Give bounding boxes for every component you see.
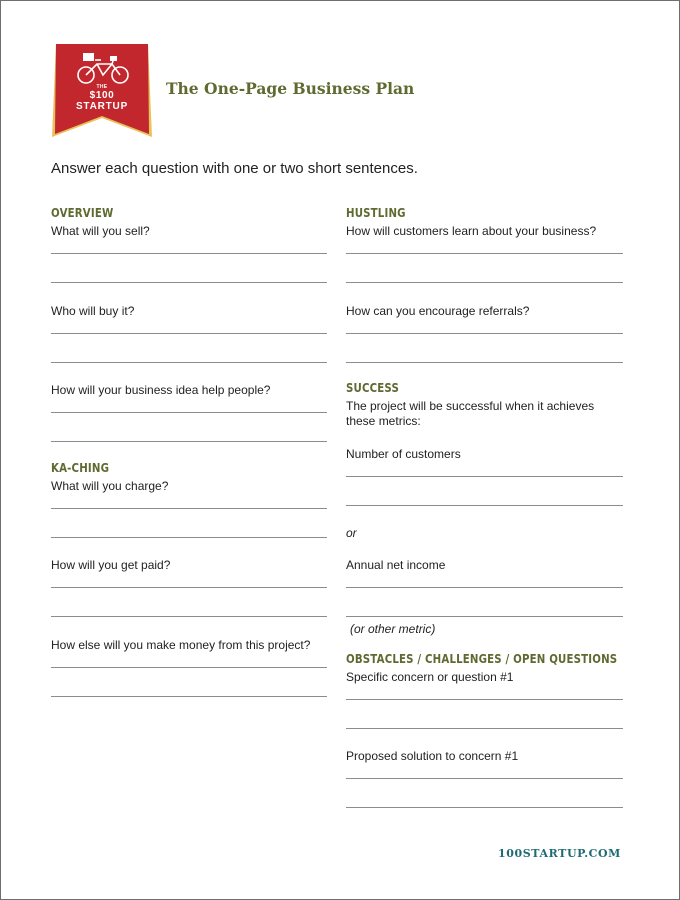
answer-line[interactable] bbox=[51, 441, 327, 442]
answer-line[interactable] bbox=[346, 778, 623, 779]
document-title: The One-Page Business Plan bbox=[166, 79, 415, 98]
question-concern-1: Specific concern or question #1 bbox=[346, 670, 514, 684]
answer-line[interactable] bbox=[51, 253, 327, 254]
question-solution-1: Proposed solution to concern #1 bbox=[346, 749, 519, 763]
obstacles-heading: OBSTACLES / CHALLENGES / OPEN QUESTIONS bbox=[346, 652, 618, 666]
startup-logo bbox=[52, 44, 152, 137]
ka-ching-heading: KA-CHING bbox=[51, 461, 110, 475]
question-customers-learn: How will customers learn about your business? bbox=[346, 224, 597, 238]
answer-line[interactable] bbox=[51, 616, 327, 617]
answer-line[interactable] bbox=[51, 362, 327, 363]
logo-text-startup: STARTUP bbox=[75, 101, 129, 112]
answer-line[interactable] bbox=[51, 696, 327, 697]
overview-heading: OVERVIEW bbox=[51, 206, 114, 220]
answer-line[interactable] bbox=[346, 505, 623, 506]
metric-annual-income: Annual net income bbox=[346, 558, 446, 572]
answer-line[interactable] bbox=[51, 282, 327, 283]
answer-line[interactable] bbox=[346, 728, 623, 729]
answer-line[interactable] bbox=[346, 333, 623, 334]
cargo-box-icon bbox=[83, 53, 94, 61]
answer-line[interactable] bbox=[51, 333, 327, 334]
success-intro: The project will be successful when it achieves these metrics: bbox=[346, 399, 595, 428]
answer-line[interactable] bbox=[51, 587, 327, 588]
question-charge: What will you charge? bbox=[51, 479, 169, 493]
hustling-heading: HUSTLING bbox=[346, 206, 406, 220]
question-get-paid: How will you get paid? bbox=[51, 558, 171, 572]
logo-text-the: THE bbox=[96, 84, 108, 90]
or-text: or bbox=[346, 526, 357, 540]
answer-line[interactable] bbox=[346, 362, 623, 363]
answer-line[interactable] bbox=[346, 699, 623, 700]
logo-text-100: $100 bbox=[89, 90, 115, 101]
answer-line[interactable] bbox=[51, 412, 327, 413]
answer-line[interactable] bbox=[51, 508, 327, 509]
question-referrals: How can you encourage referrals? bbox=[346, 304, 530, 318]
answer-line[interactable] bbox=[346, 282, 623, 283]
answer-line[interactable] bbox=[346, 253, 623, 254]
question-what-sell: What will you sell? bbox=[51, 224, 150, 238]
metric-number-customers: Number of customers bbox=[346, 447, 461, 461]
answer-line[interactable] bbox=[51, 667, 327, 668]
answer-line[interactable] bbox=[51, 537, 327, 538]
answer-line[interactable] bbox=[346, 807, 623, 808]
answer-line[interactable] bbox=[346, 476, 623, 477]
question-help-people: How will your business idea help people? bbox=[51, 383, 271, 397]
answer-line[interactable] bbox=[346, 587, 623, 588]
success-heading: SUCCESS bbox=[346, 381, 399, 395]
other-metric-text: (or other metric) bbox=[350, 622, 436, 636]
answer-line[interactable] bbox=[346, 616, 623, 617]
instructions-text: Answer each question with one or two short sentences. bbox=[51, 160, 418, 177]
question-who-buy: Who will buy it? bbox=[51, 304, 135, 318]
footer-website-link[interactable]: 100STARTUP.COM bbox=[498, 847, 621, 860]
question-make-money: How else will you make money from this project? bbox=[51, 638, 311, 652]
